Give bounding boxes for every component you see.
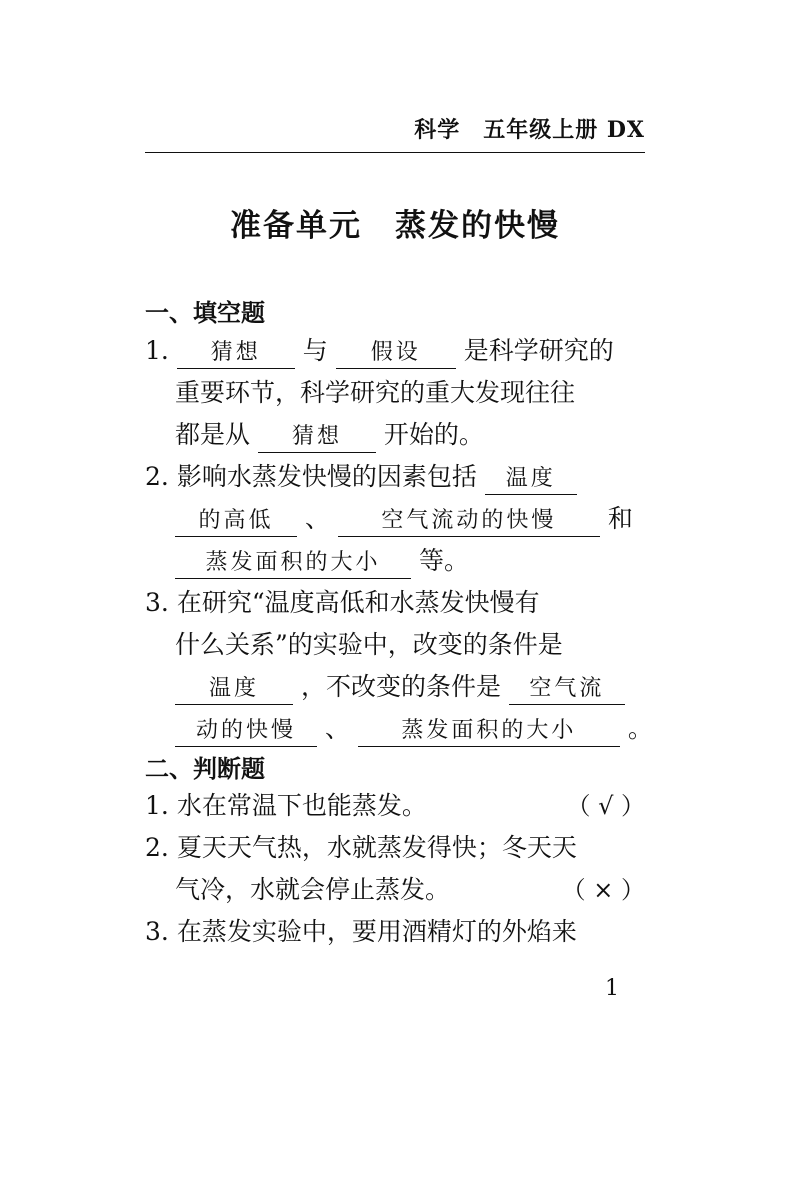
question-number: 1.: [145, 336, 169, 365]
answer-blank: 蒸发面积的大小: [358, 716, 620, 747]
q3-line-3: [175, 667, 645, 707]
q3-line-1: [145, 583, 645, 623]
question-text: 都是从: [175, 420, 251, 449]
q2-line-1: [145, 457, 645, 497]
question-text: 等。: [418, 546, 469, 575]
question-text: 在蒸发实验中，要用酒精灯的外焰来: [176, 917, 577, 946]
question-number: 3.: [145, 917, 169, 946]
question-number: 2.: [145, 833, 169, 862]
tf-q1-line-1: [145, 786, 645, 826]
question-text: 影响水蒸发快慢的因素包括: [176, 462, 477, 491]
page-number: 1: [605, 976, 619, 1001]
answer-blank: 猜想: [177, 338, 295, 369]
q3-line-4: [175, 709, 653, 749]
question-text: 气冷，水就会停止蒸发。: [175, 875, 451, 904]
answer-blank: 猜想: [258, 422, 376, 453]
question-number: 3.: [145, 588, 169, 617]
question-text: 和: [607, 504, 633, 533]
q1-line-1: [145, 331, 645, 371]
answer-blank: 假设: [336, 338, 456, 369]
unit-title: 准备单元 蒸发的快慢: [230, 208, 560, 244]
answer-mark-check: （ √ ）: [566, 792, 645, 820]
answer-blank: 蒸发面积的大小: [175, 548, 411, 579]
question-text: 是科学研究的: [463, 336, 614, 365]
q1-line-3: [175, 415, 645, 455]
question-text: ，不改变的条件是: [300, 672, 501, 701]
tf-q2-line-1: [145, 828, 645, 868]
answer-blank: 温度: [175, 674, 293, 705]
header-divider: [145, 152, 645, 153]
answer-blank: 空气流动的快慢: [338, 506, 600, 537]
question-text: 夏天天气热，水就蒸发得快；冬天天: [176, 833, 577, 862]
question-text: 与: [302, 336, 328, 365]
answer-blank: 温度: [485, 464, 577, 495]
separator: 、: [304, 504, 330, 533]
question-text: 开始的。: [383, 420, 484, 449]
answer-blank: 空气流: [509, 674, 625, 705]
answer-mark-cross: （ × ）: [561, 876, 645, 904]
q3-line-2: 什么关系”的实验中，改变的条件是: [175, 630, 563, 659]
answer-blank: 的高低: [175, 506, 297, 537]
question-text: 在研究“温度高低和水蒸发快慢有: [176, 588, 540, 617]
question-number: 1.: [145, 791, 169, 820]
separator: 、: [324, 714, 350, 743]
running-header: 科学 五年级上册 DX: [414, 117, 645, 143]
section-heading-fill-blank: 一、填空题: [145, 299, 265, 327]
question-number: 2.: [145, 462, 169, 491]
tf-q3-line-1: [145, 912, 645, 952]
q1-line-2: 重要环节，科学研究的重大发现往往: [175, 378, 576, 407]
section-heading-true-false: 二、判断题: [145, 755, 265, 783]
answer-blank: 动的快慢: [175, 716, 317, 747]
q2-line-2: [175, 499, 645, 539]
tf-q2-line-2: [175, 870, 645, 910]
question-text: 。: [627, 714, 653, 743]
question-text: 水在常温下也能蒸发。: [176, 791, 427, 820]
q2-line-3: [175, 541, 645, 581]
